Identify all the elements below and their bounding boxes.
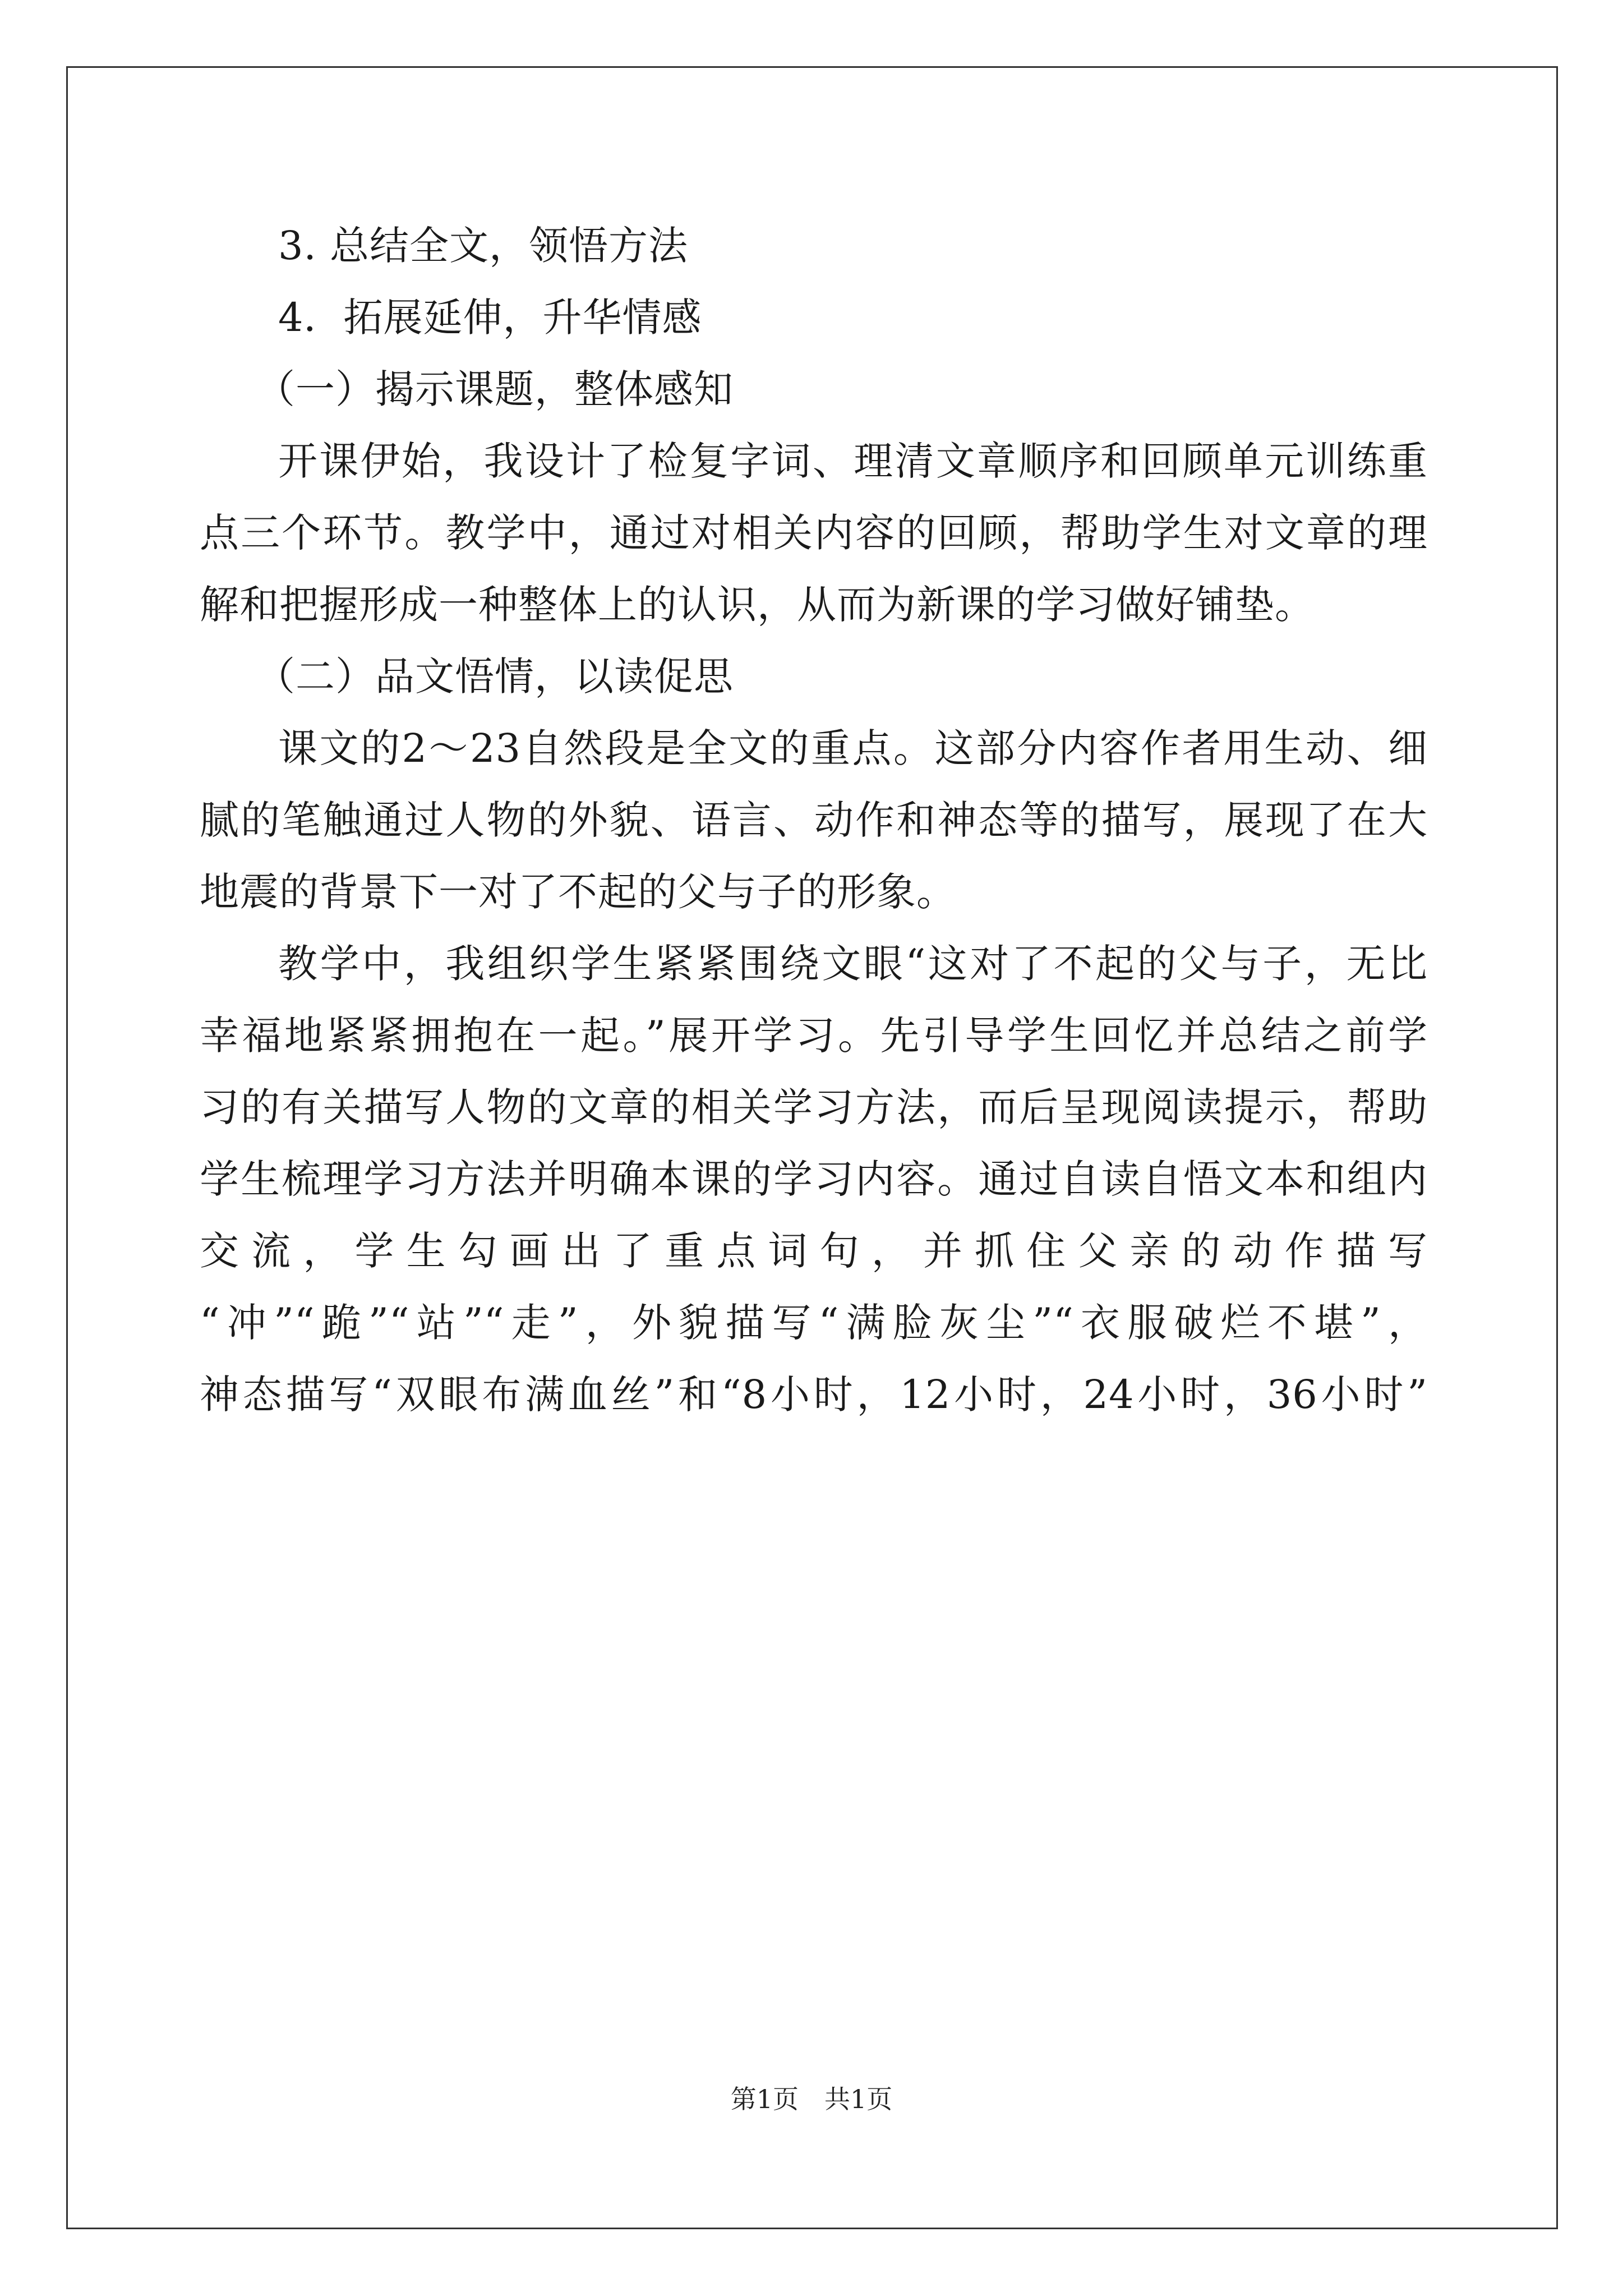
paragraph-line: 神态描写“双眼布满血丝”和“8小时，12小时，24小时，36小时”	[200, 1372, 1428, 1418]
outline-item-4: 4．拓展延伸，升华情感	[278, 295, 702, 341]
page-footer: 第1页 共1页	[730, 2084, 893, 2114]
paragraph-line: 幸福地紧紧拥抱在一起。”展开学习。先引导学生回忆并总结之前学	[200, 1013, 1428, 1059]
paragraph-line: 教学中，我组织学生紧紧围绕文眼“这对了不起的父与子，无比	[278, 941, 1428, 987]
document-body	[200, 210, 1428, 1430]
paragraph-line: 开课伊始，我设计了检复字词、理清文章顺序和回顾单元训练重	[278, 438, 1428, 484]
paragraph-line: 课文的2～23自然段是全文的重点。这部分内容作者用生动、细	[278, 725, 1428, 771]
outline-item-3: 3. 总结全文，领悟方法	[278, 223, 689, 269]
paragraph-line: 腻的笔触通过人物的外貌、语言、动作和神态等的描写，展现了在大	[200, 797, 1428, 843]
paragraph-line: 地震的背景下一对了不起的父与子的形象。	[200, 869, 956, 915]
paragraph-line: 点三个环节。教学中，通过对相关内容的回顾，帮助学生对文章的理	[200, 510, 1428, 556]
section-heading-1: （一）揭示课题，整体感知	[256, 366, 734, 412]
paragraph-line: “冲”“跪”“站”“走”，外貌描写“满脸灰尘”“衣服破烂不堪”，	[200, 1300, 1428, 1346]
paragraph-line: 交流，学生勾画出了重点词句，并抓住父亲的动作描写	[200, 1228, 1428, 1274]
paragraph-line: 解和把握形成一种整体上的认识，从而为新课的学习做好铺垫。	[200, 582, 1315, 628]
section-heading-2: （二）品文悟情，以读促思	[256, 654, 734, 700]
paragraph-line: 学生梳理学习方法并明确本课的学习内容。通过自读自悟文本和组内	[200, 1156, 1428, 1202]
paragraph-line: 习的有关描写人物的文章的相关学习方法，而后呈现阅读提示，帮助	[200, 1084, 1428, 1130]
